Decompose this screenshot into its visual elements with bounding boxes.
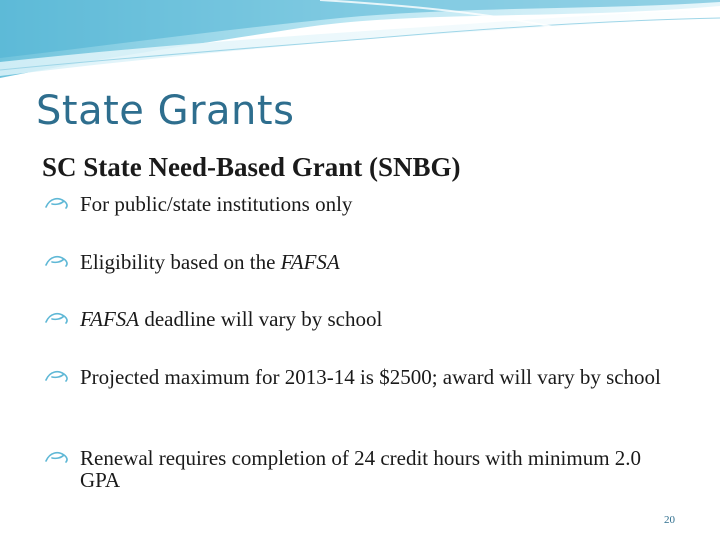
header-wave-decoration [0,0,720,90]
slide-subtitle: SC State Need-Based Grant (SNBG) [42,152,461,182]
bullet-item: FAFSA deadline will vary by school [44,308,674,330]
bullet-item: For public/state institutions only [44,193,674,215]
swirl-bullet-icon [44,195,70,213]
page-number: 20 [664,514,675,526]
bullet-item: Projected maximum for 2013-14 is $2500; award will vary by school [44,366,674,388]
swirl-bullet-icon [44,449,70,467]
bullet-item: Renewal requires completion of 24 credit hours with minimum 2.0 GPA [44,447,674,491]
swirl-bullet-icon [44,310,70,328]
slide-title: State Grants [36,88,295,134]
bullet-item: Eligibility based on the FAFSA [44,251,674,273]
swirl-bullet-icon [44,368,70,386]
swirl-bullet-icon [44,253,70,271]
